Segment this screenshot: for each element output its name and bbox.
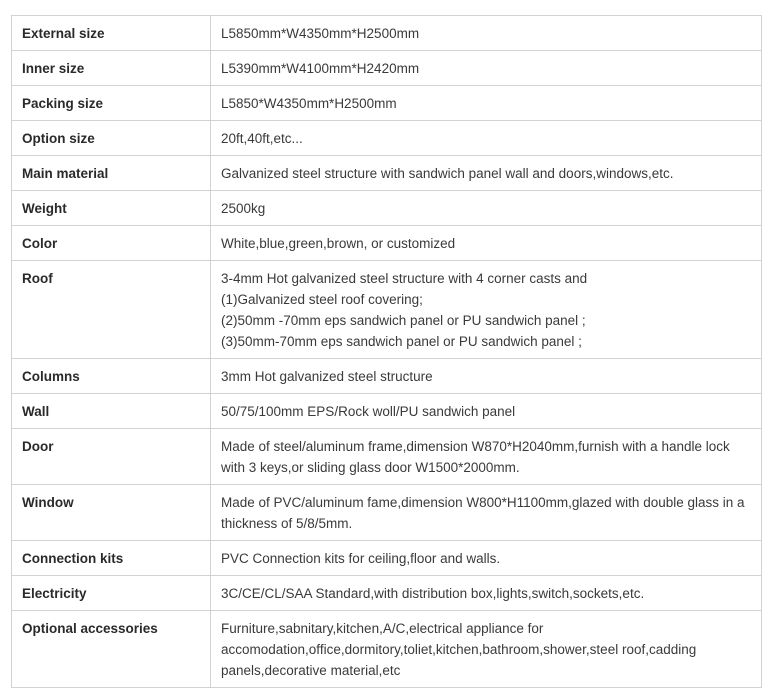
spec-row-main-material xyxy=(12,156,762,191)
spec-row-external-size xyxy=(12,16,762,51)
spec-value xyxy=(211,156,762,191)
spec-row-wall xyxy=(12,394,762,429)
spec-value xyxy=(211,51,762,86)
spec-value xyxy=(211,394,762,429)
spec-label: Option size xyxy=(12,121,211,156)
spec-label: Wall xyxy=(12,394,211,429)
spec-value-text: Made of PVC/aluminum fame,dimension W800*H1100mm,glazed with double glass in a thickness of 5/8/5mm. xyxy=(221,495,745,531)
spec-row-door xyxy=(12,429,762,485)
spec-row-packing-size xyxy=(12,86,762,121)
spec-value-text: Made of steel/aluminum frame,dimension W870*H2040mm,furnish with a handle lock with 3 keys,or sliding glass door W1500*2000mm. xyxy=(221,439,730,475)
spec-value-line: 3-4mm Hot galvanized steel structure with 4 corner casts and xyxy=(221,271,588,286)
spec-row-color xyxy=(12,226,762,261)
spec-value xyxy=(211,429,762,485)
spec-value xyxy=(211,541,762,576)
spec-value-line: 20ft,40ft,etc... xyxy=(221,131,303,146)
spec-value-line: (1)Galvanized steel roof covering; xyxy=(221,292,423,307)
spec-value xyxy=(211,611,762,688)
spec-value xyxy=(211,86,762,121)
spec-value-line: L5850mm*W4350mm*H2500mm xyxy=(221,26,420,41)
spec-value-line: (3)50mm-70mm eps sandwich panel or PU sandwich panel ; xyxy=(221,334,582,349)
spec-value-text: Furniture,sabnitary,kitchen,A/C,electrical appliance for accomodation,office,dormitory,toliet,kitchen,bathroom,shower,steel roof,cadding panels,decorative material,etc xyxy=(221,621,697,678)
spec-label: Window xyxy=(12,485,211,541)
spec-value xyxy=(211,485,762,541)
spec-label: Electricity xyxy=(12,576,211,611)
spec-label: Connection kits xyxy=(12,541,211,576)
spec-value-line: PVC Connection kits for ceiling,floor and walls. xyxy=(221,551,501,566)
spec-row-columns xyxy=(12,359,762,394)
spec-row-optional-accessories xyxy=(12,611,762,688)
spec-value xyxy=(211,191,762,226)
spec-label: External size xyxy=(12,16,211,51)
spec-label: Columns xyxy=(12,359,211,394)
spec-value xyxy=(211,261,762,359)
spec-value-line: 3C/CE/CL/SAA Standard,with distribution box,lights,switch,sockets,etc. xyxy=(221,586,645,601)
spec-value-line: L5390mm*W4100mm*H2420mm xyxy=(221,61,420,76)
spec-label: Inner size xyxy=(12,51,211,86)
spec-value-line: 50/75/100mm EPS/Rock woll/PU sandwich panel xyxy=(221,404,516,419)
spec-value xyxy=(211,16,762,51)
spec-label: Roof xyxy=(12,261,211,359)
spec-label: Optional accessories xyxy=(12,611,211,688)
spec-label: Door xyxy=(12,429,211,485)
spec-label: Weight xyxy=(12,191,211,226)
spec-label: Color xyxy=(12,226,211,261)
spec-row-inner-size xyxy=(12,51,762,86)
spec-row-connection-kits xyxy=(12,541,762,576)
spec-row-weight xyxy=(12,191,762,226)
spec-value-line: (2)50mm -70mm eps sandwich panel or PU sandwich panel ; xyxy=(221,313,586,328)
spec-value-line: White,blue,green,brown, or customized xyxy=(221,236,456,251)
spec-row-option-size xyxy=(12,121,762,156)
spec-label: Main material xyxy=(12,156,211,191)
spec-value-line: 2500kg xyxy=(221,201,266,216)
spec-value-line: Galvanized steel structure with sandwich panel wall and doors,windows,etc. xyxy=(221,166,674,181)
spec-value xyxy=(211,226,762,261)
spec-value xyxy=(211,359,762,394)
spec-label: Packing size xyxy=(12,86,211,121)
spec-value-line: 3mm Hot galvanized steel structure xyxy=(221,369,433,384)
spec-value-line: L5850*W4350mm*H2500mm xyxy=(221,96,397,111)
spec-value xyxy=(211,576,762,611)
spec-value xyxy=(211,121,762,156)
spec-row-roof xyxy=(12,261,762,359)
spec-row-electricity xyxy=(12,576,762,611)
spec-row-window xyxy=(12,485,762,541)
spec-table xyxy=(11,15,762,688)
